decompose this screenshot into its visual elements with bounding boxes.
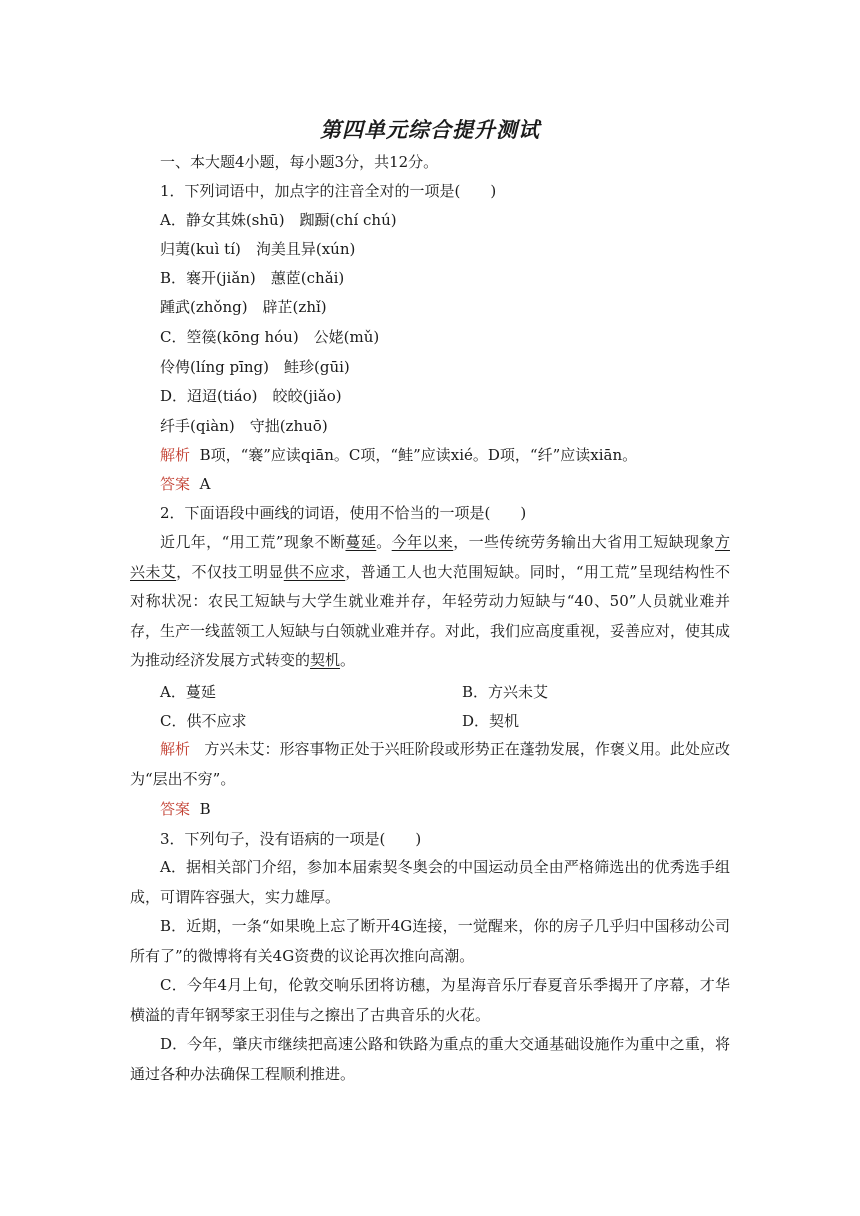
- q2-analysis: [130, 735, 730, 794]
- passage-text: ，普通工人也大范围短缺。同时，“用工荒”呈现结构性不对称状况：农民工短缺与大学生就业难并存，年轻劳动力短缺与“40、50”人员就业难并存，生产一线蓝领工人短缺与白领就业难并存。对此，我们应高度重视，妥善应对，使其成为推动经济发展方式转变的: [130, 562, 731, 669]
- q1-answer: [160, 474, 210, 494]
- answer-value: B: [199, 800, 211, 818]
- q1-stem: 1．下列词语中，加点字的注音全对的一项是( ): [160, 182, 497, 200]
- page-title: 第四单元综合提升测试: [320, 117, 540, 142]
- q2-answer: [160, 799, 211, 819]
- underlined-word-3: 供不应求: [283, 562, 346, 581]
- q3-option-d: D．今年，肇庆市继续把高速公路和铁路为重点的重大交通基础设施作为重中之重，将通过各种办法确保工程顺利推进。: [130, 1035, 730, 1083]
- analysis-text: B项，“褰”应读qiān。C项，“鲑”应读xié。D项，“纤”应读xiān。: [199, 446, 638, 464]
- underlined-word-1: 蔓延: [345, 533, 377, 551]
- analysis-label: 解析: [160, 446, 191, 464]
- passage-text: 。: [376, 533, 392, 551]
- q3-option-c: C．今年4月上旬，伦敦交响乐团将访穗，为星海音乐厅春夏音乐季揭开了序幕，才华横溢的青年钢琴家王羽佳与之擦出了古典音乐的火花。: [130, 976, 730, 1024]
- q2-option-a: A．蔓延: [160, 683, 216, 701]
- section-heading: 一、本大题4小题，每小题3分，共12分。: [160, 153, 439, 171]
- answer-label: 答案: [160, 800, 191, 818]
- passage-text: ，一些传统劳务输出大省用工短缺现象: [453, 533, 715, 551]
- q1-option-a-line2: 归荑(kuì tí) 洵美且异(xún): [160, 240, 356, 258]
- passage-text: 。: [340, 651, 356, 669]
- passage-text: ，不仅技工明显: [176, 562, 284, 581]
- q1-analysis: [160, 445, 637, 465]
- q1-option-d-line1: D．迢迢(tiáo) 皎皎(jiǎo): [160, 387, 342, 405]
- q2-stem: 2．下面语段中画线的词语，使用不恰当的一项是( ): [160, 504, 527, 522]
- answer-value: A: [199, 475, 211, 493]
- underlined-word-2: 方兴未艾: [130, 533, 730, 581]
- q3-option-b: B．近期，一条“如果晚上忘了断开4G连接，一觉醒来，你的房子几乎归中国移动公司所有了”的微博将有关4G资费的议论再次推向高潮。: [130, 917, 730, 965]
- underlined-phrase: 今年以来: [391, 533, 454, 551]
- q3-option-a: A．据相关部门介绍，参加本届索契冬奥会的中国运动员全由严格筛选出的优秀选手组成，可谓阵容强大，实力雄厚。: [130, 858, 730, 906]
- q3-stem: 3．下列句子，没有语病的一项是( ): [160, 830, 422, 848]
- q2-passage: [130, 528, 730, 676]
- q2-option-c: C．供不应求: [160, 712, 247, 730]
- answer-label: 答案: [160, 475, 191, 493]
- q2-option-b: B．方兴未艾: [462, 683, 549, 701]
- passage-text: 近几年，“用工荒”现象不断: [160, 533, 346, 551]
- q1-option-a-line1: A．静女其姝(shū) 踟蹰(chí chú): [160, 211, 397, 229]
- q2-option-d: D．契机: [462, 712, 520, 730]
- q1-option-b-line2: 踵武(zhǒng) 辟芷(zhǐ): [160, 298, 327, 316]
- analysis-label: 解析: [160, 740, 191, 758]
- q1-option-c-line2: 伶俜(líng pīng) 鲑珍(gūi): [160, 358, 350, 376]
- q1-option-b-line1: B．褰开(jiǎn) 蕙茝(chǎi): [160, 269, 345, 287]
- q1-option-d-line2: 纤手(qiàn) 守拙(zhuō): [160, 417, 328, 435]
- q1-option-c-line1: C．箜篌(kōng hóu) 公姥(mǔ): [160, 328, 380, 346]
- underlined-word-4: 契机: [310, 651, 341, 669]
- analysis-text: 方兴未艾：形容事物正处于兴旺阶段或形势正在蓬勃发展，作褒义用。此处应改为“层出不穷”。: [130, 740, 730, 788]
